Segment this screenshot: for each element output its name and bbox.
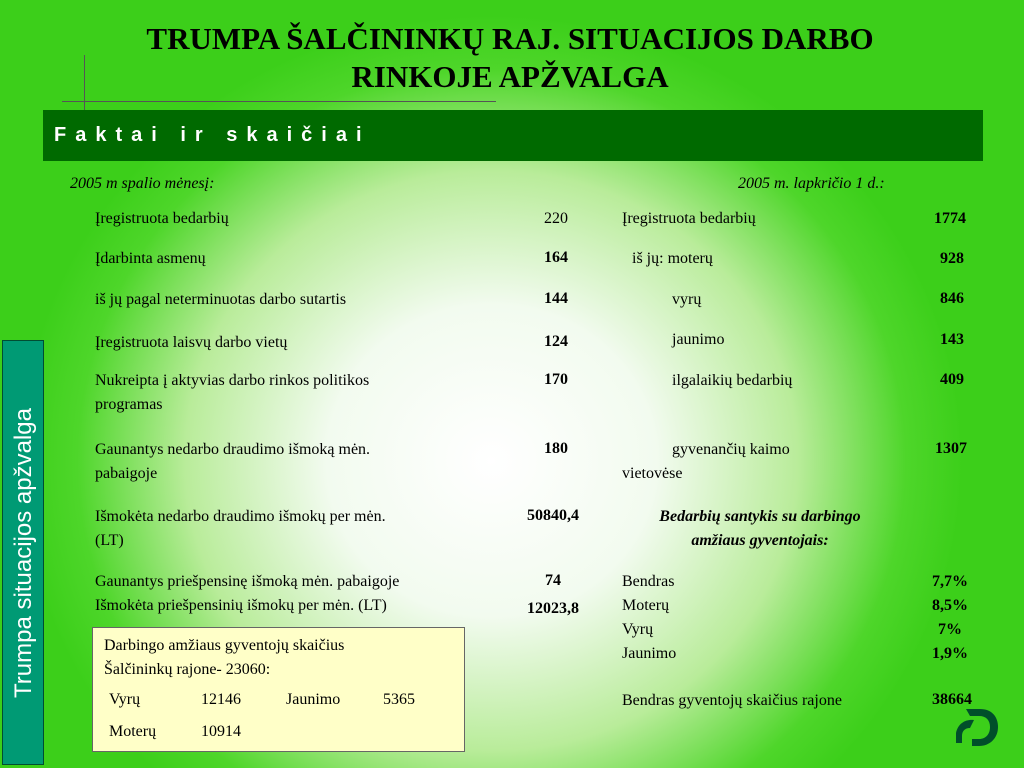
youth-label: Jaunimo: [286, 691, 341, 708]
right-row-value: 1774: [934, 210, 966, 227]
ratio-value: 1,9%: [932, 645, 968, 662]
right-row-value: 846: [940, 290, 964, 307]
ratio-label: Moterų: [622, 597, 670, 614]
left-row-value: 180: [544, 440, 568, 457]
left-row-label: Įdarbinta asmenų: [95, 250, 206, 267]
left-row-label: iš jų pagal neterminuotas darbo sutartis: [95, 291, 347, 308]
left-row-value: 12023,8: [527, 600, 579, 617]
left-row-label: Išmokėta priešpensinių išmokų per mėn. (LT): [95, 597, 387, 614]
population-label: Bendras gyventojų skaičius rajone: [622, 692, 842, 709]
ratio-label: Bendras: [622, 573, 675, 590]
ratio-label: Jaunimo: [622, 645, 677, 662]
left-row-value: 170: [544, 371, 568, 388]
right-row-value: 928: [940, 250, 964, 267]
ratio-value: 7%: [938, 621, 962, 638]
population-value: 38664: [932, 691, 972, 708]
men-value: 12146: [201, 691, 241, 708]
ratio-value: 8,5%: [932, 597, 968, 614]
right-row-label: jaunimo: [672, 331, 725, 348]
left-row-label-cont: pabaigoje: [95, 465, 158, 482]
info-box-line: Darbingo amžiaus gyventojų skaičius: [104, 637, 345, 654]
left-row-label: Įregistruota laisvų darbo vietų: [95, 334, 288, 351]
logo-icon: [952, 703, 1000, 751]
right-row-label: ilgalaikių bedarbių: [672, 372, 793, 389]
page-title: TRUMPA ŠALČININKŲ RAJ. SITUACIJOS DARBO RINKOJE APŽVALGA: [146, 21, 874, 94]
ratio-heading: Bedarbių santykis su darbingo: [659, 508, 861, 525]
right-row-label: Įregistruota bedarbių: [622, 210, 756, 227]
left-row-value: 220: [544, 210, 568, 227]
left-row-label: Gaunantys nedarbo draudimo išmoką mėn.: [95, 441, 371, 458]
men-label: Vyrų: [109, 691, 141, 708]
section-banner: Faktai ir skaičiai: [43, 110, 983, 161]
left-row-value: 50840,4: [527, 507, 579, 524]
left-row-value: 164: [544, 249, 568, 266]
women-value: 10914: [201, 723, 241, 740]
left-row-label-cont: (LT): [95, 532, 124, 549]
side-label: Trumpa situacijos apžvalga: [10, 408, 37, 698]
left-row-value: 124: [544, 333, 568, 350]
left-row-label: Įregistruota bedarbių: [95, 210, 229, 227]
women-label: Moterų: [109, 723, 157, 740]
ratio-value: 7,7%: [932, 573, 968, 590]
info-box-line: Šalčininkų rajone- 23060:: [104, 661, 271, 678]
left-row-label-cont: programas: [95, 396, 163, 413]
info-box: [92, 627, 465, 752]
right-row-label: iš jų: moterų: [632, 250, 713, 267]
left-heading: 2005 m spalio mėnesį:: [70, 175, 215, 192]
right-row-value: 1307: [935, 440, 967, 457]
left-row-label: Nukreipta į aktyvias darbo rinkos politikos: [95, 372, 370, 389]
right-heading: 2005 m. lapkričio 1 d.:: [738, 175, 885, 192]
right-row-label: vyrų: [672, 291, 702, 308]
ratio-label: Vyrų: [622, 621, 654, 638]
side-panel: [2, 340, 44, 765]
left-row-value: 74: [545, 572, 561, 589]
right-row-value: 143: [940, 331, 964, 348]
left-row-value: 144: [544, 290, 568, 307]
ratio-heading-cont: amžiaus gyventojais:: [691, 532, 829, 549]
left-row-label: Išmokėta nedarbo draudimo išmokų per mėn.: [95, 508, 386, 525]
right-row-value: 409: [940, 371, 964, 388]
left-row-label: Gaunantys priešpensinę išmoką mėn. pabaigoje: [95, 573, 400, 590]
right-row-label: gyvenančių kaimo: [672, 441, 790, 458]
title-underline: [62, 101, 496, 102]
right-row-label-cont: vietovėse: [622, 465, 683, 482]
youth-value: 5365: [383, 691, 415, 708]
